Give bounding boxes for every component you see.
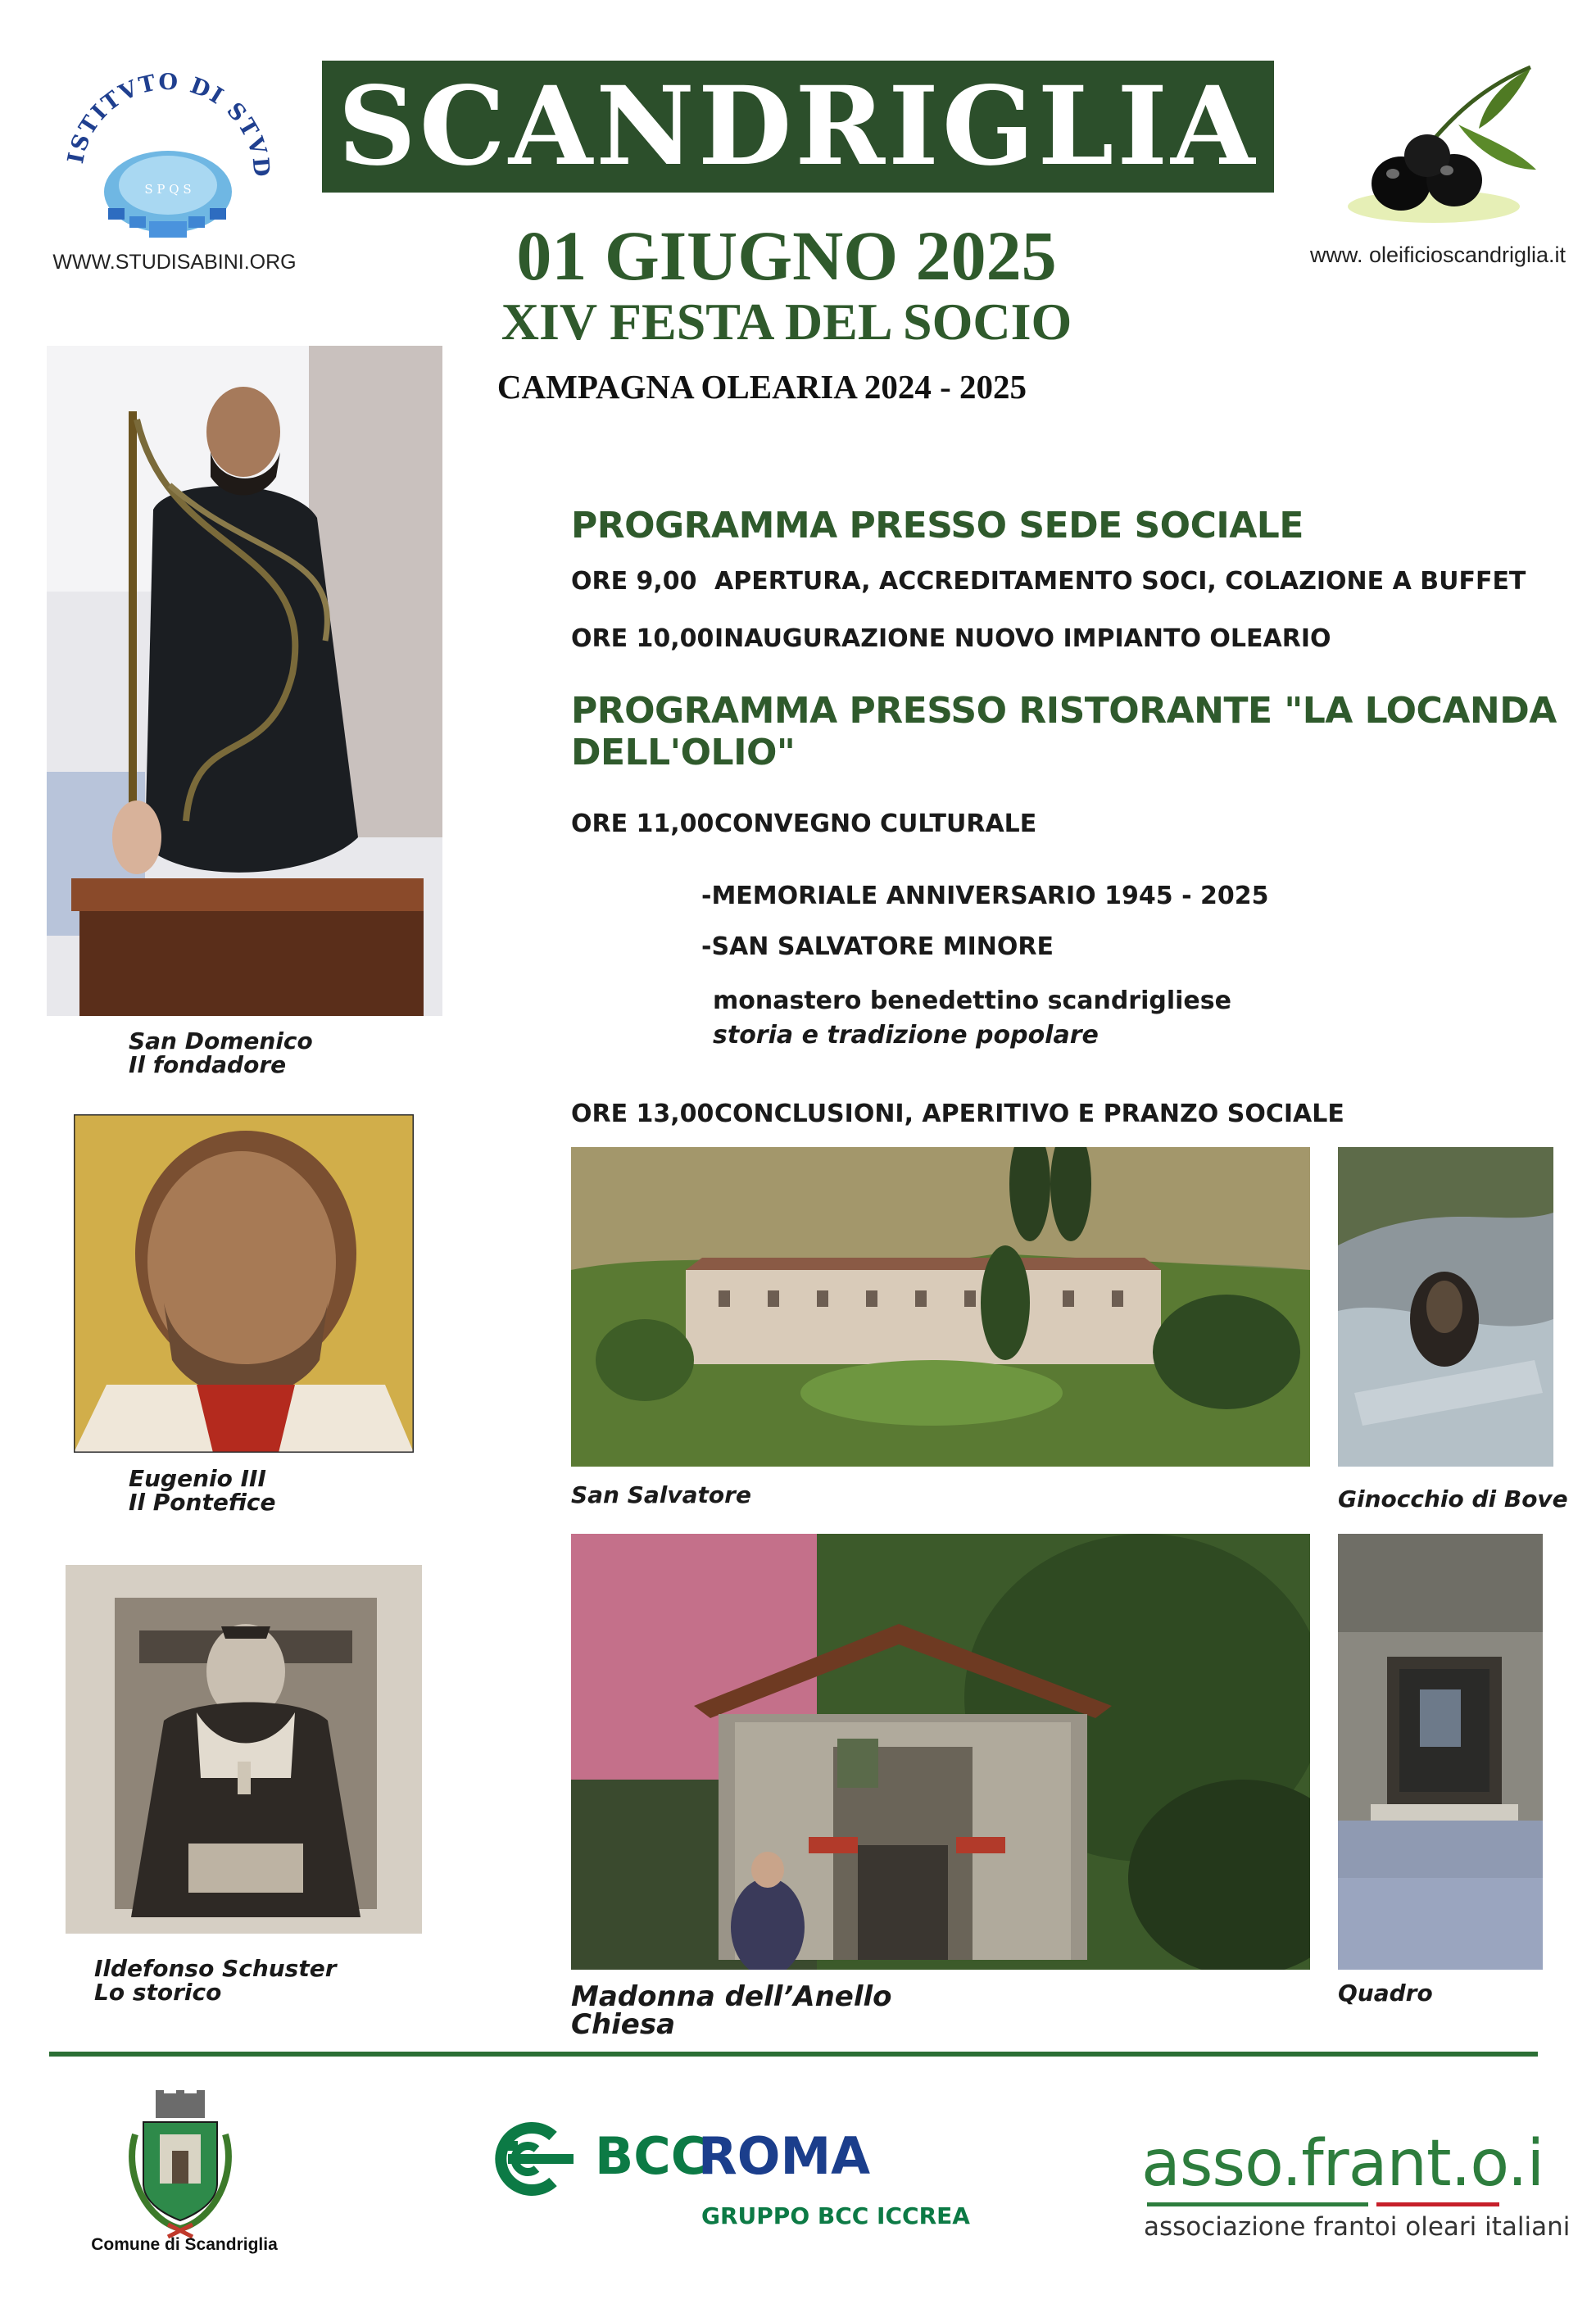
convegno-topic: -MEMORIALE ANNIVERSARIO 1945 - 2025	[701, 882, 1269, 910]
convegno-topic-detail: storia e tradizione popolare	[713, 1021, 1099, 1050]
campaign-label: CAMPAGNA OLEARIA 2024 - 2025	[496, 368, 1027, 406]
program-text: INAUGURAZIONE NUOVO IMPIANTO OLEARIO	[714, 624, 1331, 653]
caption-madonna	[571, 1980, 892, 2041]
caption-line: Ildefonso Schuster	[94, 1955, 337, 1982]
caption-line: Madonna dell’Anello	[571, 1980, 892, 2013]
caption-ginocchio: Ginocchio di Bove	[1338, 1485, 1568, 1512]
istituto-logo-icon	[57, 52, 279, 249]
bcc-label: BCC	[595, 2126, 709, 2186]
oleificio-url[interactable]: www. oleificioscandriglia.it	[1309, 243, 1567, 267]
caption-line: San Domenico	[129, 1027, 313, 1054]
caption-schuster	[94, 1957, 337, 2004]
istituto-arc-text: ISTITVTO DI STVD	[63, 69, 274, 179]
event-name: XIV FESTA DEL SOCIO	[501, 293, 1072, 351]
caption-san-salvatore: San Salvatore	[571, 1481, 751, 1508]
eugenio-photo	[74, 1114, 414, 1453]
program-heading-sede: PROGRAMMA PRESSO SEDE SOCIALE	[571, 505, 1304, 546]
program-item	[571, 624, 1331, 653]
convegno-topic: -SAN SALVATORE MINORE	[701, 932, 1054, 961]
assofrantoi-subtitle: associazione frantoi oleari italiani	[1144, 2212, 1571, 2242]
bcc-logo-icon	[475, 2118, 582, 2200]
convegno-topic-detail: monastero benedettino scandrigliese	[713, 986, 1231, 1015]
caption-eugenio	[129, 1467, 275, 1514]
ginocchio-photo	[1338, 1147, 1553, 1467]
caption-line: Lo storico	[94, 1979, 222, 2006]
assofrantoi-underline-red	[1376, 2202, 1499, 2206]
gruppo-label: GRUPPO BCC ICCREA	[701, 2202, 970, 2229]
program-text: CONVEGNO CULTURALE	[714, 810, 1037, 838]
caption-san-domenico	[129, 1029, 313, 1077]
caption-line: Il Pontefice	[129, 1489, 276, 1516]
roma-label: ROMA	[698, 2126, 871, 2186]
footer-divider	[49, 2052, 1538, 2057]
program-time: ORE 11,00	[571, 810, 714, 838]
olive-branch-icon	[1335, 59, 1548, 231]
caption-line: Eugenio III	[129, 1465, 266, 1492]
quadro-photo	[1338, 1534, 1543, 1970]
program-text: APERTURA, ACCREDITAMENTO SOCI, COLAZIONE A BUFFET	[714, 567, 1526, 596]
program-time: ORE 9,00	[571, 567, 697, 596]
comune-crest-icon	[123, 2085, 238, 2241]
page-title: SCANDRIGLIA	[338, 63, 1258, 190]
program-heading-ristorante: PROGRAMMA PRESSO RISTORANTE "LA LOCANDA DELL'OLIO"	[571, 690, 1557, 773]
caption-line: Il fondadore	[129, 1051, 287, 1078]
program-item	[571, 810, 1036, 838]
comune-label: Comune di Scandriglia	[91, 2235, 278, 2254]
event-date: 01 GIUGNO 2025	[516, 216, 1057, 295]
istituto-url[interactable]: WWW.STUDISABINI.ORG	[52, 251, 297, 274]
title-banner	[322, 61, 1274, 193]
assofrantoi-underline-green	[1147, 2202, 1368, 2206]
caption-line: Chiesa	[571, 2008, 676, 2041]
assofrantoi-logo: asso.frant.o.i	[1141, 2127, 1544, 2201]
caption-quadro: Quadro	[1338, 1980, 1433, 2007]
san-salvatore-photo	[571, 1147, 1310, 1467]
program-item	[571, 567, 1526, 596]
schuster-photo	[66, 1565, 422, 1934]
san-domenico-photo	[47, 346, 442, 1016]
program-item	[571, 1100, 1344, 1128]
madonna-anello-photo	[571, 1534, 1310, 1970]
program-text: CONCLUSIONI, APERITIVO E PRANZO SOCIALE	[714, 1100, 1344, 1128]
program-time: ORE 13,00	[571, 1100, 714, 1128]
program-time: ORE 10,00	[571, 624, 714, 653]
istituto-seal-text: S P Q S	[144, 182, 192, 197]
